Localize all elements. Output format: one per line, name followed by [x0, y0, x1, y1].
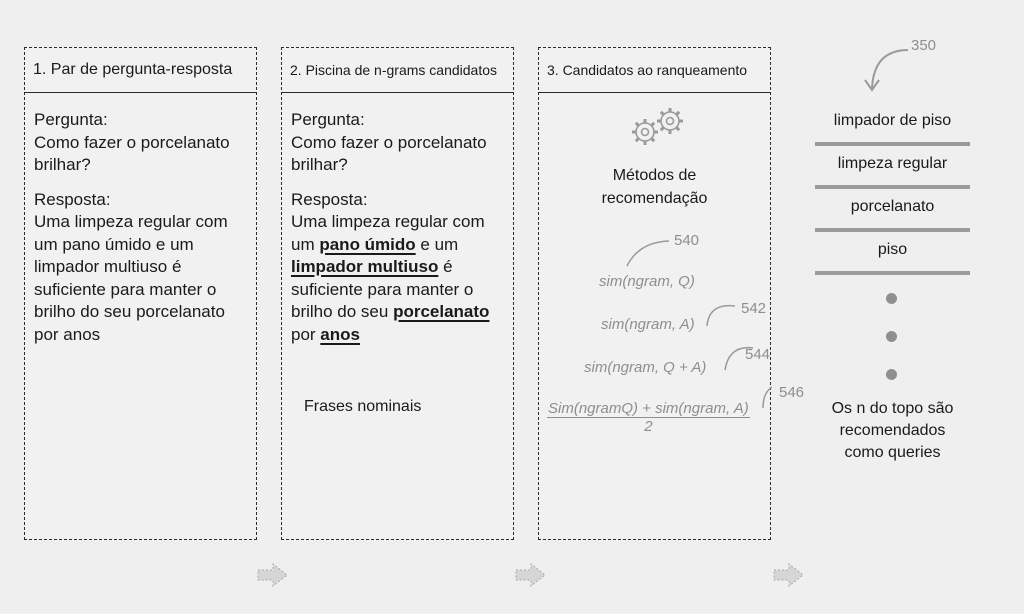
- qa-content: [25, 93, 256, 346]
- keyword-item: porcelanato: [815, 198, 970, 232]
- noun-phrase-highlight: anos: [320, 324, 360, 344]
- answer-label: Resposta:: [291, 189, 368, 209]
- formula-sim-answer: sim(ngram, A): [601, 316, 695, 333]
- top-n-note: Os n do topo são recomendados como queries: [831, 400, 954, 461]
- methods-title: Métodos de recomendação: [601, 167, 708, 207]
- question-label: Pergunta:: [291, 110, 365, 129]
- reference-number: 542: [741, 300, 767, 317]
- panel-question-answer: [24, 47, 257, 540]
- recommended-queries: [815, 0, 970, 614]
- ellipsis-dot: [886, 293, 897, 304]
- flow-arrow-icon: [257, 563, 289, 587]
- panel-title: 2. Piscina de n-grams candidatos: [282, 48, 513, 93]
- reference-number: 350: [911, 37, 937, 54]
- noun-phrase-highlight: limpador multiuso: [291, 257, 439, 276]
- answer-text-part: é suficiente para manter o brilho do seu: [291, 257, 474, 321]
- reference-number: 546: [779, 384, 805, 401]
- answer-text-part: Uma limpeza regular com um: [291, 212, 485, 254]
- answer-text: Uma limpeza regular com um pano úmido e um limpador multiuso é suficiente para manter o brilho do seu porcelanato por anos: [34, 212, 228, 344]
- reference-number: 540: [674, 232, 700, 249]
- keyword-item: limpeza regular: [815, 155, 970, 189]
- answer-label: Resposta:: [34, 189, 111, 209]
- qa-content: [282, 93, 513, 346]
- formula-average-fraction: [547, 400, 750, 435]
- noun-phrase-highlight: pano úmido: [319, 234, 416, 254]
- formula-sim-question: sim(ngram, Q): [599, 273, 695, 290]
- panel-title: 3. Candidatos ao ranqueamento: [539, 48, 770, 93]
- keyword-item: limpador de piso: [815, 112, 970, 146]
- fraction-numerator: Sim(ngramQ) + sim(ngram, A): [548, 400, 749, 417]
- noun-phrase-highlight: porcelanato: [393, 302, 490, 321]
- answer-text-part: e um: [415, 234, 459, 254]
- reference-number: 544: [745, 346, 771, 363]
- formula-sim-question-answer: sim(ngram, Q + A): [584, 359, 707, 376]
- question-label: Pergunta:: [34, 110, 108, 129]
- question-text: Como fazer o porcelanato brilhar?: [291, 132, 487, 174]
- panel-ranking-candidates: [538, 47, 805, 540]
- fraction-denominator: 2: [644, 418, 653, 435]
- ellipsis-dot: [886, 331, 897, 342]
- ellipsis-dot: [886, 369, 897, 380]
- reference-leaders: [539, 48, 772, 541]
- flow-arrow-icon: [773, 563, 805, 587]
- answer-text: [291, 211, 506, 346]
- answer-text-part: por: [291, 324, 321, 344]
- keyword-item: piso: [815, 241, 970, 275]
- noun-phrases-note: Frases nominais: [304, 398, 422, 415]
- flow-arrow-icon: [515, 563, 547, 587]
- panel-title: 1. Par de pergunta-resposta: [25, 48, 256, 93]
- panel-ngram-pool: [281, 47, 514, 540]
- question-text: Como fazer o porcelanato brilhar?: [34, 132, 230, 174]
